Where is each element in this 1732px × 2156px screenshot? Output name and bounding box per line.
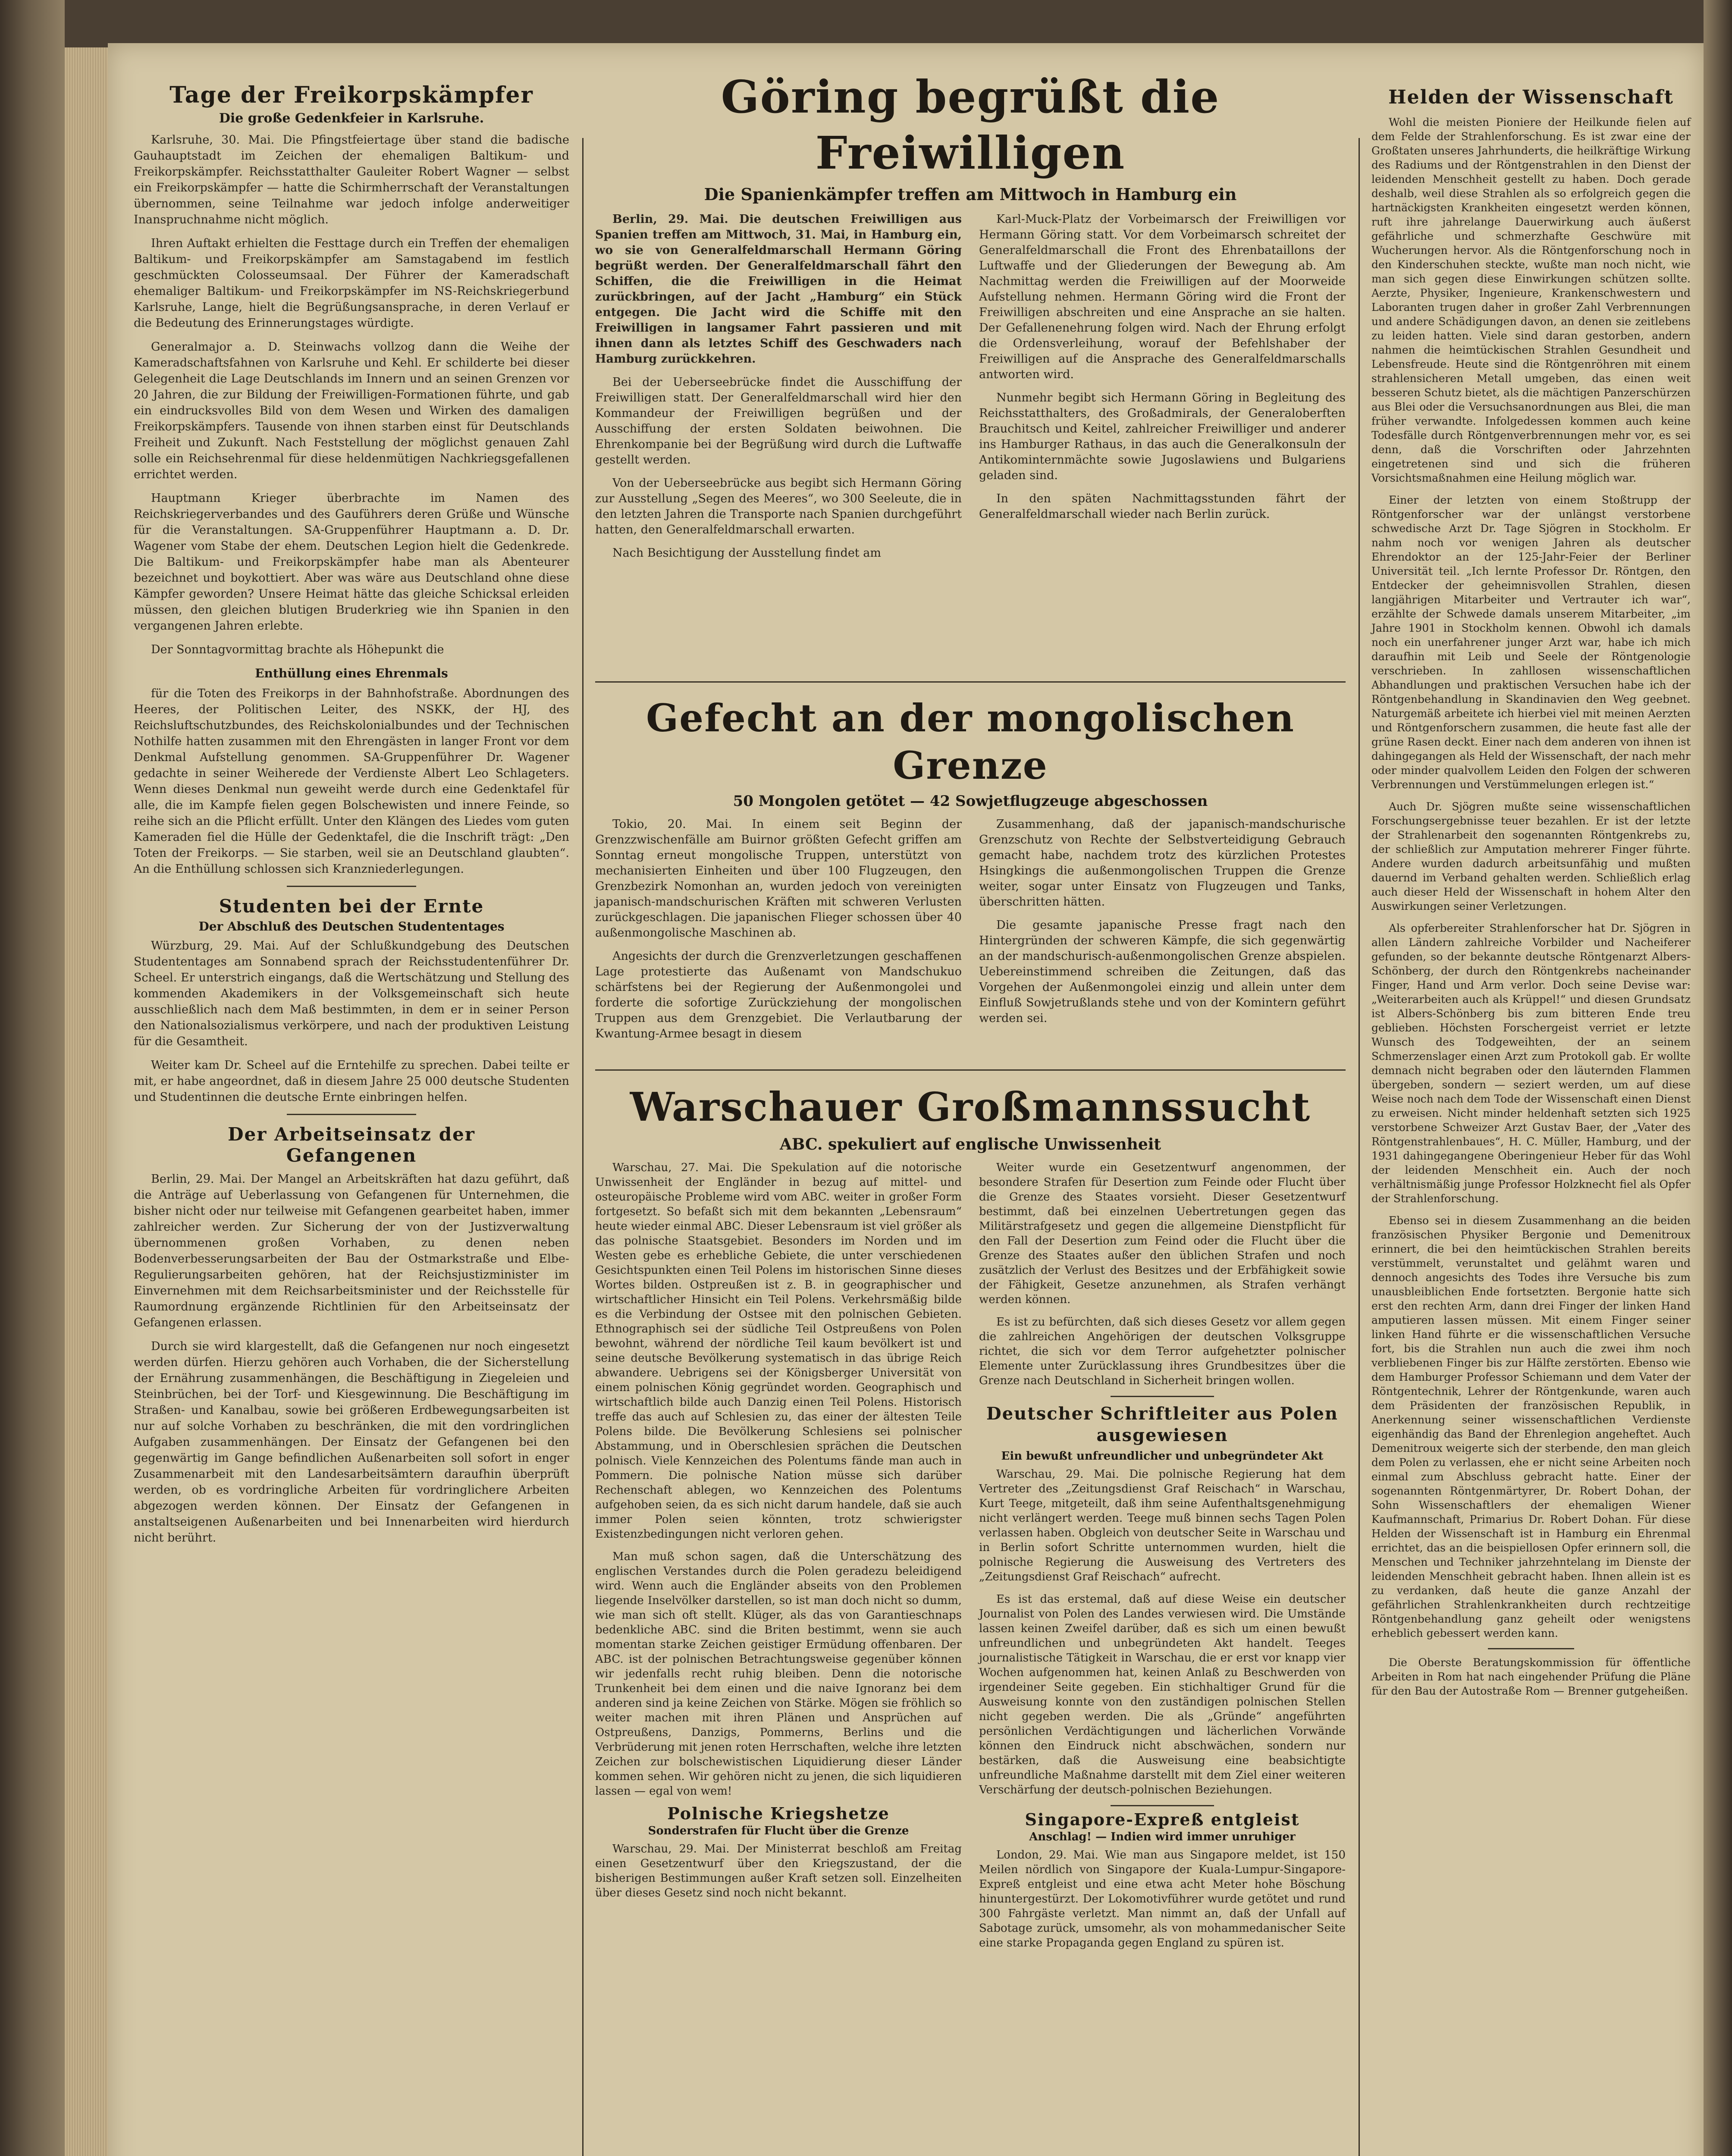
paragraph: für die Toten des Freikorps in der Bahnhofstraße. Abordnungen des Heeres, der Politischen Leiter, des NSKK, der HJ, des Reichsluftschutzbundes, des Reichskolonialbundes und der Technischen Nothilfe hatten zusammen mit den Ehrengästen in langer Front vor dem Denkmal Aufstellung genommen. SA-Gruppenführer Dr. Wagener gedachte in seiner Weiherede der Verdienste Albert Leo Schlageters. Wenn dieses Denkmal nun geweiht werde durch eine Gedenktafel für alle, die im Kampfe fielen gegen Bolschewisten und innere Feinde, so reihe sich an die Pflicht erfüllt. Unter den Klängen des Liedes vom guten Kameraden fiel die Hülle der Gedenktafel, die die Inschrift trägt: „Den Toten der Freikorps. — Sie starben, weil sie an Deutschland glaubten“. An die Enthüllung schlossen sich Kranzniederlegungen. <box>134 687 569 876</box>
section-rule <box>595 1069 1346 1071</box>
divider-line <box>1111 1396 1214 1397</box>
schriftleiter-subhead: Ein bewußt unfreundlicher und unbegründeter Akt <box>1001 1450 1324 1463</box>
paragraph: Generalmajor a. D. Steinwachs vollzog dann die Weihe der Kameradschaftsfahnen von Karlsruhe und Kehl. Er schilderte bei dieser Gelegenheit die Lage Deutschlands im Innern und an seinen Grenzen vor 20 Jahren, die zur Bildung der Freiwilligen-Formationen führte, und gab ein eindrucksvolles Bild von dem Wesen und Wirken des damaligen Freikorpskämpfers. Tausende von ihnen starben einst für Deutschlands Freiheit und Zukunft. Nach Feststellung der möglichst genauen Zahl solle ein Reichsehrenmal für diese heldenmütigen Nachkriegsgefallenen errichtet werden. <box>134 340 569 481</box>
warschau-subhead: ABC. spekuliert auf englische Unwissenheit <box>779 1135 1161 1153</box>
gefangenen-headline: Der Arbeitseinsatz der Gefangenen <box>228 1124 475 1166</box>
center-mid-article <box>595 694 1346 1050</box>
paragraph: Wohl die meisten Pioniere der Heilkunde fielen auf dem Felde der Strahlenforschung. Es ist zwar eine der Großtaten unseres Jahrhunderts, die heilkräftige Wirkung des Radiums und der Röntgenstrahlen in den Dienst der leidenden Menschheit gestellt zu haben. Doch gerade deshalb, weil diese Strahlen als so erfolgreich gegen die hartnäckigsten Krankheiten eingesetzt werden können, ruft ihre jahrelange Dauerwirkung auch äußerst gefährliche und schmerzhafte Geschwüre mit Wucherungen hervor. Als die Röntgenforschung noch in den Kinderschuhen steckte, wußte man noch nicht, wie man sich gegen diese Einwirkungen schützen sollte. Aerzte, Physiker, Ingenieure, Krankenschwestern und Laboranten trugen daher in großer Zahl Verbrennungen und andere Schädigungen davon, an denen sie zeitlebens zu leiden hatten. Viele sind daran gestorben, andern nahmen die heimtückischen Strahlen Gesundheit und Lebensfreude. Heute sind die Röntgenröhren mit einem strahlensicheren Metall umgeben, das einen weit besseren Schutz bietet, als die mächtigen Panzerschürzen aus Blei oder die Versuchsanordnungen aus Blei, die man früher verwandte. Infolgedessen kommen auch keine Todesfälle durch Röntgenverbrennungen mehr vor, es sei denn, daß die Vorschriften oder Jahrzehnten eingetretenen sind und sich die früheren Vorsichtsmaßnahmen eine Heilung möglich war. <box>1371 116 1691 484</box>
left-headline: Tage der Freikorpskämpfer <box>169 82 533 108</box>
paragraph: Warschau, 27. Mai. Die Spekulation auf die notorische Unwissenheit der Engländer in bezug auf mittel- und osteuropäische Probleme wird vom ABC. weiter in großer Form fortgesetzt. So befaßt sich mit dem bekannten „Lebensraum“ heute wieder einmal ABC. Dieser Lebensraum ist viel größer als das polnische Staatsgebiet. Besonders im Norden und im Westen gebe es erhebliche Gebiete, die unter verschiedenen Gesichtspunkten einen Teil Polens im historischen Sinne dieses Wortes bilden. Ostpreußen ist z. B. in geographischer und wirtschaftlicher Hinsicht ein Teil Polens. Verkehrsmäßig bilde es die Verbindung der Ostsee mit den polnischen Gebieten. Ethnographisch sei der südliche Teil Ostpreußens von Polen bewohnt, während der nördliche Teil kaum bevölkert ist und seine deutsche Bevölkerung systematisch in das übrige Reich abwandere. Uebrigens sei der Königsberger Universität von einem polnischen König gegründet worden. Geographisch und wirtschaftlich bilde auch Danzig einen Teil Polens. Historisch treffe das auch auf Schlesien zu, das einer der ältesten Teile Polens bilde. Die Bevölkerung Schlesiens sei polnischer Abstammung, und in Oberschlesien sprächen die Deutschen polnisch. Viele Kennzeichen des Polentums fände man auch in Pommern. Die polnische Nation müsse sich darüber Rechenschaft ablegen, wo Kennzeichen des Polentums aufgehoben seien, da es sich nicht darum handele, daß sie auch immer Polen seien könnten, trotz schwierigster Existenzbedingungen nicht verloren gehen. <box>595 1161 962 1541</box>
book-binding-edge <box>0 0 65 2156</box>
paragraph: Berlin, 29. Mai. Die deutschen Freiwilligen aus Spanien treffen am Mittwoch, 31. Mai, in Hamburg ein, wo sie von Generalfeldmarschall Hermann Göring begrüßt werden. Der Generalfeldmarschall fährt den Schiffen, die die Freiwilligen in die Heimat zurückbringen, auf der Jacht „Hamburg“ ein Stück entgegen. Die Jacht wird die Schiffe mit den Freiwilligen in langsamer Fahrt passieren und mit ihnen dann als letztes Schiff des Geschwaders nach Hamburg zurückkehren. <box>595 213 962 366</box>
paragraph: Es ist zu befürchten, daß sich dieses Gesetz vor allem gegen die zahlreichen Angehörigen der deutschen Volksgruppe richtet, die sich vor dem Terror aufgehetzter polnischer Elemente unter Zurücklassung ihres Grundbesitzes über die Grenze nach Deutschland in Sicherheit bringen wollen. <box>979 1316 1346 1387</box>
paragraph: Der Sonntagvormittag brachte als Höhepunkt die <box>151 643 444 656</box>
divider-line <box>287 1114 416 1115</box>
paragraph: Ihren Auftakt erhielten die Festtage durch ein Treffen der ehemaligen Baltikum- und Freikorpskämpfer am Samstagabend im festlich geschmückten Colosseumsaal. Der Führer der Kameradschaft ehemaliger Baltikum- und Freikorpskämpfer im NS-Reichskriegerbund Karlsruhe, Lange, hielt die Begrüßungsansprache, in deren Verlauf er die Bedeutung des Erinnerungstages würdigte. <box>134 237 569 330</box>
studenten-subhead: Der Abschluß des Deutschen Studententages <box>198 919 505 934</box>
schriftleiter-headline: Deutscher Schriftleiter aus Polen ausgewiesen <box>986 1404 1338 1445</box>
helden-body <box>1371 115 1691 1640</box>
paragraph: Warschau, 29. Mai. Die polnische Regierung hat dem Vertreter des „Zeitungsdienst Graf Reischach“ in Warschau, Kurt Teege, mitgeteilt, daß ihm seine Aufenthaltsgenehmigung nicht verlängert werden. Teege muß binnen sechs Tagen Polen verlassen haben. Obgleich von deutscher Seite in Warschau und in Berlin sofort Schritte unternommen wurden, hielt die polnische Regierung die Ausweisung des Vertreters des „Zeitungsdienst Graf Reischach“ aufrecht. <box>979 1468 1346 1583</box>
goering-headline: Göring begrüßt die Freiwilligen <box>721 70 1220 179</box>
divider-line <box>287 886 416 887</box>
paragraph: Auch Dr. Sjögren mußte seine wissenschaftlichen Forschungsergebnisse teuer bezahlen. Er ist der letzte der Strahlenarbeit den sogenannten Röntgenkrebs zu, der schließlich zur Amputation mehrerer Finger führte. Andere wurden dadurch arbeitsunfähig und mußten dauernd im Verband gehalten werden. Schließlich erlag auch dieser Held der Wissenschaft in hohem Alter den Auswirkungen seiner Verletzungen. <box>1371 800 1691 912</box>
gefecht-subhead: 50 Mongolen getötet — 42 Sowjetflugzeuge abgeschossen <box>733 793 1208 810</box>
paragraph: Weiter kam Dr. Scheel auf die Erntehilfe zu sprechen. Dabei teilte er mit, er habe angeordnet, daß in diesem Jahre 25 000 deutsche Studenten und Studentinnen die deutsche Ernte einbringen helfen. <box>134 1059 569 1104</box>
center-low-article <box>595 1082 1346 1958</box>
divider-line <box>1111 1805 1214 1806</box>
paragraph: London, 29. Mai. Wie man aus Singapore meldet, ist 150 Meilen nördlich von Singapore der Kuala-Lumpur-Singapore-Expreß entgleist und eine etwa acht Meter hohe Böschung hinuntergestürzt. Der Lokomotivführer wurde getötet und rund 300 Fahrgäste verletzt. Man nimmt an, daß der Unfall auf Sabotage zurück, umsomehr, als von mohammedanischer Seite eine starke Propaganda gegen England zu spüren ist. <box>979 1849 1346 1949</box>
studenten-body <box>134 938 569 1105</box>
paragraph: Die Oberste Beratungskommission für öffentliche Arbeiten in Rom hat nach eingehender Prüfung die Pläne für den Bau der Autostraße Rom — Brenner gutgeheißen. <box>1371 1656 1691 1697</box>
paragraph: Tokio, 20. Mai. In einem seit Beginn der Grenzzwischenfälle am Buirnor größten Gefecht griffen am Sonntag erneut mongolische Truppen, unterstützt von mechanisierten Einheiten und über 100 Flugzeugen, den Grenzbezirk Nomonhan an, wurden jedoch von vereinigten japanisch-mandschurischen Kräften mit schweren Verlusten zurückgeschlagen. Die japanischen Flieger schossen über 40 außenmongolische Maschinen ab. <box>595 818 962 940</box>
column-rule <box>582 138 584 2156</box>
paragraph: In den späten Nachmittagsstunden fährt der Generalfeldmarschall wieder nach Berlin zurück. <box>979 492 1346 521</box>
paragraph: Zusammenhang, daß der japanisch-mandschurische Grenzschutz von Rechte der Selbstverteidigung Gebrauch gemacht habe, nachdem trotz des kürzlichen Protestes Hsingkings die außenmongolischen Truppen die Grenze weiter, sogar unter Einsatz von Flugzeugen und Tanks, überschritten hätten. <box>979 818 1346 909</box>
divider-line <box>1488 1648 1574 1649</box>
paragraph: Bei der Ueberseebrücke findet die Ausschiffung der Freiwilligen statt. Der Generalfeldmarschall wird hier den Kommandeur der Freiwilligen begrüßen und der Ausschiffung der ersten Soldaten beiwohnen. Die Ehrenkompanie bei der Begrüßung wird durch die Luftwaffe gestellt werden. <box>595 376 962 467</box>
newspaper-page <box>108 43 1704 2156</box>
goering-col-2 <box>979 212 1346 569</box>
center-top-article <box>595 69 1346 569</box>
page-stack-edge <box>65 47 112 2156</box>
paragraph: Durch sie wird klargestellt, daß die Gefangenen nur noch eingesetzt werden dürfen. Hierzu gehören auch Vorhaben, die der Sicherstellung der Ernährung zusammenhängen, die Beschäftigung in Ziegeleien und Steinbrüchen, bei der Torf- und Kiesgewinnung. Die Beschäftigung im Straßen- und Kanalbau, sowie bei größeren Erdbewegungsarbeiten ist nur auf solche Vorhaben zu beschränken, die mit den vordringlichen Aufgaben zusammenhängen. Der Einsatz der Gefangenen bei den gegenwärtig im Gange befindlichen Außenarbeiten soll sofort in enger Zusammenarbeit mit den Landesarbeitsämtern daraufhin überprüft werden, ob es vordringliche Arbeiten für vordringlichere Arbeiten abgezogen werden können. Der Einsatz der Gefangenen in anstaltseigenen Außenarbeiten und bei Innenarbeiten wird hierdurch nicht berührt. <box>134 1340 569 1545</box>
paragraph: Es ist das erstemal, daß auf diese Weise ein deutscher Journalist von Polen des Landes verwiesen wird. Die Umstände lassen keinen Zweifel darüber, daß es sich um einen bewußt unfreundlichen und unbegründeten Akt handelt. Teeges journalistische Tätigkeit in Warschau, die er erst vor knapp vier Wochen aufgenommen hat, keinen Anlaß zu Beschwerden von irgendeiner Seite gegeben. Ein stichhaltiger Grund für die Ausweisung konnte von den zuständigen polnischen Stellen nicht gegeben werden. Die als „Gründe“ angeführten persönlichen Verdächtigungen und lächerlichen Vorwände können den Eindruck nicht abschwächen, sondern nur bestärken, daß die Ausweisung eine beabsichtigte unfreundliche Maßnahme darstellt mit dem Ziel einer weiteren Verschärfung der deutsch-polnischen Beziehungen. <box>979 1593 1346 1796</box>
right-column <box>1371 78 1691 1706</box>
paragraph: Würzburg, 29. Mai. Auf der Schlußkundgebung des Deutschen Studententages am Sonnabend sprach der Reichsstudentenführer Dr. Scheel. Er unterstrich eingangs, daß die Wertschätzung und Stellung des kommenden Akademikers in der Volksgemeinschaft sich heute ausschließlich nach dem Maß bestimmten, in dem er in seiner Person den Nationalsozialismus verkörpere, und nach der produktiven Leistung für die Gesamtheit. <box>134 939 569 1048</box>
left-subhead: Die große Gedenkfeier in Karlsruhe. <box>219 111 484 126</box>
paragraph: Karlsruhe, 30. Mai. Die Pfingstfeiertage über stand die badische Gauhauptstadt im Zeichen der ehemaligen Baltikum- und Freikorpskämpfer. Reichsstatthalter Gauleiter Robert Wagner — selbst ein Freikorpskämpfer — hatte die Schirmherrschaft der Veranstaltungen übernommen, seine Teilnahme war jedoch infolge anderweitiger Inanspruchnahme nicht möglich. <box>134 133 569 226</box>
singapore-headline: Singapore-Expreß entgleist <box>1025 1810 1300 1829</box>
paragraph: Als opferbereiter Strahlenforscher hat Dr. Sjögren in allen Ländern zahlreiche Vorbilder und Nacheiferer gefunden, so der bekannte deutsche Röntgenarzt Albers-Schönberg, der durch den Röntgenkrebs nacheinander Finger, Hand und Arm verlor. Doch seine Devise war: „Weiterarbeiten auch als Krüppel!“ und diesen Grundsatz ist Albers-Schönberg bis zum bitteren Ende treu geblieben. Höchsten Forschergeist verriet er letzte Wunsch des Todgeweihten, der an seinem Schmerzenslager einen Arzt zum Protokoll gab. Er wollte demnach nicht begraben oder den läuternden Flammen übergeben, sondern — seziert werden, um auf diese Weise noch nach dem Tode der Wissenschaft einen Dienst zu erweisen. Nicht minder heldenhaft setzten sich 1925 verstorbene Schweizer Arzt Gustav Baer, der „Vater des Röntgenstrahlenbaues“, H. C. Müller, Hamburg, und der 1931 dahingegangene Oberingenieur Heber für das Wohl der leidenden Menschheit ein. Auch der noch verhältnismäßig junge Professor Holzknecht fiel als Opfer der Strahlenforschung. <box>1371 922 1691 1205</box>
paragraph: Man muß schon sagen, daß die Unterschätzung des englischen Verstandes durch die Polen geradezu beleidigend wird. Wenn auch die Engländer abseits von den Problemen liegende Inselvölker darstellen, so ist man doch nicht so dumm, wie man sich oft stellt. Klüger, als das von Garantieschnaps bedenkliche ABC. sind die Briten bestimmt, wenn sie auch momentan starke Zeichen geistiger Ermüdung offenbaren. Der ABC. ist der polnischen Betrachtungsweise gegenüber können wir jedenfalls recht ruhig bleiben. Denn die notorische Trunkenheit bei dem einen und die naive Ignoranz bei dem anderen sind ja keine Zeichen von Stärke. Mögen sie fröhlich so weiter machen mit ihren Plänen und Ansprüchen auf Ostpreußens, Danzigs, Pommerns, Berlins und die Verbrüderung mit jenen roten Herrschaften, welche ihre letzten Zeichen zur bolschewistischen Liquidierung dieser Länder kommen sehen. Wir gehören nicht zu jenen, die sich liquidieren lassen — egal von wem! <box>595 1550 962 1798</box>
right-shadow-edge <box>1704 0 1732 2156</box>
warschau-col-2 <box>979 1160 1346 1958</box>
footer-note <box>1371 1655 1691 1698</box>
paragraph: Warschau, 29. Mai. Der Ministerrat beschloß am Freitag einen Gesetzentwurf über den Kriegszustand, der die bisherigen Bestimmungen außer Kraft setzen soll. Einzelheiten über dieses Gesetz sind noch nicht bekannt. <box>595 1843 962 1899</box>
section-rule <box>595 681 1346 683</box>
paragraph: Von der Ueberseebrücke aus begibt sich Hermann Göring zur Ausstellung „Segen des Meeres“, wo 300 Seeleute, die in den letzten Jahren die Transporte nach Spanien durchgeführt hatten, den Generalfeldmarschall erwarten. <box>595 476 962 536</box>
paragraph: Angesichts der durch die Grenzverletzungen geschaffenen Lage protestierte das Außenamt von Mandschukuo schärfstens bei der Regierung der Außenmongolei und forderte die sofortige Zurückziehung der mongolischen Truppen aus dem Grenzgebiet. Die Verlautbarung der Kwantung-Armee besagt in diesem <box>595 950 962 1040</box>
warschau-col-1 <box>595 1160 962 1958</box>
gefecht-headline: Gefecht an der mongolischen Grenze <box>646 696 1295 788</box>
paragraph: Die gesamte japanische Presse fragt nach den Hintergründen der schweren Kämpfe, die sich gegenwärtig an der mandschurisch-außenmongolischen Grenze abspielen. Uebereinstimmend schreiben die Zeitungen, daß das Vorgehen der Außenmongolei einzig und allein unter dem Einfluß Sowjetrußlands stehe und von der Komintern geführt werden sei. <box>979 918 1346 1025</box>
paragraph: Weiter wurde ein Gesetzentwurf angenommen, der besondere Strafen für Desertion zum Feinde oder Flucht über die Grenze des Staates vorsieht. Dieser Gesetzentwurf bestimmt, daß bei einzelnen Uebertretungen gegen das Militärstrafgesetz und gegen die allgemeine Dienstpflicht für den Fall der Desertion zum Feind oder die Flucht über die Grenze des Staates außer den üblichen Strafen und noch zusätzlich der Verlust des Besitzes und der Erbfähigkeit sowie der Fähigkeit, Gesetze anzunehmen, als Strafen verhängt werden können. <box>979 1161 1346 1306</box>
kriegshetze-headline: Polnische Kriegshetze <box>667 1804 890 1823</box>
warschau-headline: Warschauer Großmannssucht <box>630 1084 1311 1130</box>
paragraph: Nunmehr begibt sich Hermann Göring in Begleitung des Reichsstatthalters, des Großadmirals, der Generaloberften Brauchitsch und Keitel, zahlreicher Freiwilliger und anderer ins Hamburger Rathaus, in das auch die Generalkonsuln der Antikominternmächte sowie Jugoslawiens und Bulgariens geladen sind. <box>979 391 1346 482</box>
paragraph: Berlin, 29. Mai. Der Mangel an Arbeitskräften hat dazu geführt, daß die Anträge auf Ueberlassung von Gefangenen für Unternehmen, die bisher nicht oder nur teilweise mit Gefangenen gearbeitet haben, immer zahlreicher werden. Zur Sicherung der von der Justizverwaltung übernommenen großen Vorhaben, zu denen neben Bodenverbesserungsarbeiten der Bau der Ostmarkstraße und Elbe-Regulierungsarbeiten gehören, hat der Reichsjustizminister im Einvernehmen mit dem Reichsarbeitsminister und der Reichsstelle für Raumordnung ergänzende Richtlinien für den Arbeitseinsatz der Gefangenen erlassen. <box>134 1172 569 1329</box>
paragraph: Einer der letzten von einem Stoßtrupp der Röntgenforscher war der unlängst verstorbene schwedische Arzt Dr. Tage Sjögren in Stockholm. Er nahm noch vor wenigen Jahren als deutscher Ehrendoktor an der 125-Jahr-Feier der Berliner Universität teil. „Ich lernte Professor Dr. Röntgen, den Entdecker der geheimnisvollen Strahlen, diesen langjährigen Mitarbeiter und Vertrauter ich war“, erzählte der Schwede damals unserem Mitarbeiter, „im Jahre 1901 in Stockholm kennen. Obwohl ich damals noch ein unerfahrener junger Arzt war, habe ich mich daraufhin mit Leib und Seele der Röntgenologie verschrieben. In zahllosen wissenschaftlichen Abhandlungen und praktischen Versuchen habe ich der Röntgenbehandlung in Skandinavien den Weg geebnet. Naturgemäß arbeitete ich hierbei viel mit meinen Aerzten und Röntgenforschern zusammen, die heute fast alle der grüne Rasen deckt. Einer nach dem anderen von ihnen ist dahingegangen als Held der Wissenschaft, der nach mehr oder minder qualvollem Leiden den Folgen der schweren Verbrennungen und Verstümmelungen erlegen ist.“ <box>1371 494 1691 791</box>
paragraph: Ebenso sei in diesem Zusammenhang an die beiden französischen Physiker Bergonie und Demenitroux erinnert, die bei den heimtückischen Strahlen bereits verstümmelt, verunstaltet und gelähmt waren und dennoch angesichts des Todes ihre Versuche bis zum unausbleiblichen Ende fortsetzten. Bergonie hatte sich erst den rechten Arm, dann drei Finger der linken Hand amputieren lassen müssen. Mit einem Finger seiner linken Hand führte er die wissenschaftlichen Versuche fort, bis die Strahlen nun auch die zwei ihm noch verbliebenen Finger bis zur Hälfte zerstörten. Ebenso wie dem Hamburger Professor Schiemann und dem Vater der Röntgentechnik, Lehrer der Röntgenkunde, waren auch dem Präsidenten der französischen Republik, in Anerkennung seiner wissenschaftlichen Verdienste eigenhändig das Band der Ehrenlegion angeheftet. Auch Demenitroux weigerte sich der sterbende, den man gleich dem Polen zu verlassen, ehe er nicht seine Arbeiten noch einmal zum Abschluss gebracht hatte. Einer der sogenannten Röntgenmärtyrer, Dr. Robert Dohan, der Sohn Wissenschaftlers der ehemaligen Wiener Kaufmannschaft, Primarius Dr. Robert Dohan. Für diese Helden der Wissenschaft ist in Hamburg ein Ehrenmal errichtet, das an die beispiellosen Opfer erinnern soll, die Menschen und Techniker jahrzehntelang im Dienste der leidenden Menschheit gebracht haben. Ihnen allein ist es zu verdanken, daß heute die ganze Anzahl der gefährlichen Strahlenkrankheiten durch rechtzeitige Röntgenbehandlung ganz geheilt oder wenigstens erheblich gebessert werden kann. <box>1371 1214 1691 1639</box>
goering-col-1 <box>595 212 962 569</box>
gefecht-col-2 <box>979 817 1346 1050</box>
singapore-subhead: Anschlag! — Indien wird immer unruhiger <box>1029 1830 1296 1843</box>
section-subtitle: Enthüllung eines Ehrenmals <box>255 666 448 680</box>
gefangenen-body <box>134 1171 569 1546</box>
paragraph: Hauptmann Krieger überbrachte im Namen des Reichskriegerverbandes und des Gauführers deren Grüße und Wünsche für die Veranstaltungen. SA-Gruppenführer Hauptmann a. D. Dr. Wagener vom Stabe der ehem. Deutschen Legion hielt die Gedenkrede. Die Baltikum- und Freikorpskämpfer habe man als Abenteurer bezeichnet und boykottiert. Aber was wäre aus Deutschland ohne diese Kämpfer geworden? Unsere Heimat hätte das gleiche Schicksal erleiden müssen, den gleichen blutigen Bruderkrieg wie ihn Spanien in den vergangenen Jahren erlebte. <box>134 492 569 633</box>
helden-headline: Helden der Wissenschaft <box>1388 86 1674 108</box>
kriegshetze-subhead: Sonderstrafen für Flucht über die Grenze <box>648 1824 909 1837</box>
paragraph: Nach Besichtigung der Ausstellung findet am <box>612 546 881 560</box>
left-article-body <box>134 132 569 877</box>
column-rule <box>1359 138 1360 2156</box>
gefecht-col-1 <box>595 817 962 1050</box>
goering-subhead: Die Spanienkämpfer treffen am Mittwoch in Hamburg ein <box>704 185 1237 204</box>
paragraph: Karl-Muck-Platz der Vorbeimarsch der Freiwilligen vor Hermann Göring statt. Vor dem Vorbeimarsch schreitet der Generalfeldmarschall die Front des Ehrenbataillons der Luftwaffe und der Gliederungen der Bewegung ab. Am Nachmittag werden die Freiwilligen auf der Moorweide Aufstellung nehmen. Hermann Göring wird die Front der Freiwilligen abschreiten und eine Ansprache an sie halten. Der Gefallenenehrung folgen wird. Nach der Ehrung erfolgt die Ordensverleihung, worauf der Befehlshaber der Freiwilligen auf die Ansprache des Generalfeldmarschalls antworten wird. <box>979 213 1346 381</box>
studenten-headline: Studenten bei der Ernte <box>219 896 484 917</box>
left-column <box>134 78 569 1554</box>
